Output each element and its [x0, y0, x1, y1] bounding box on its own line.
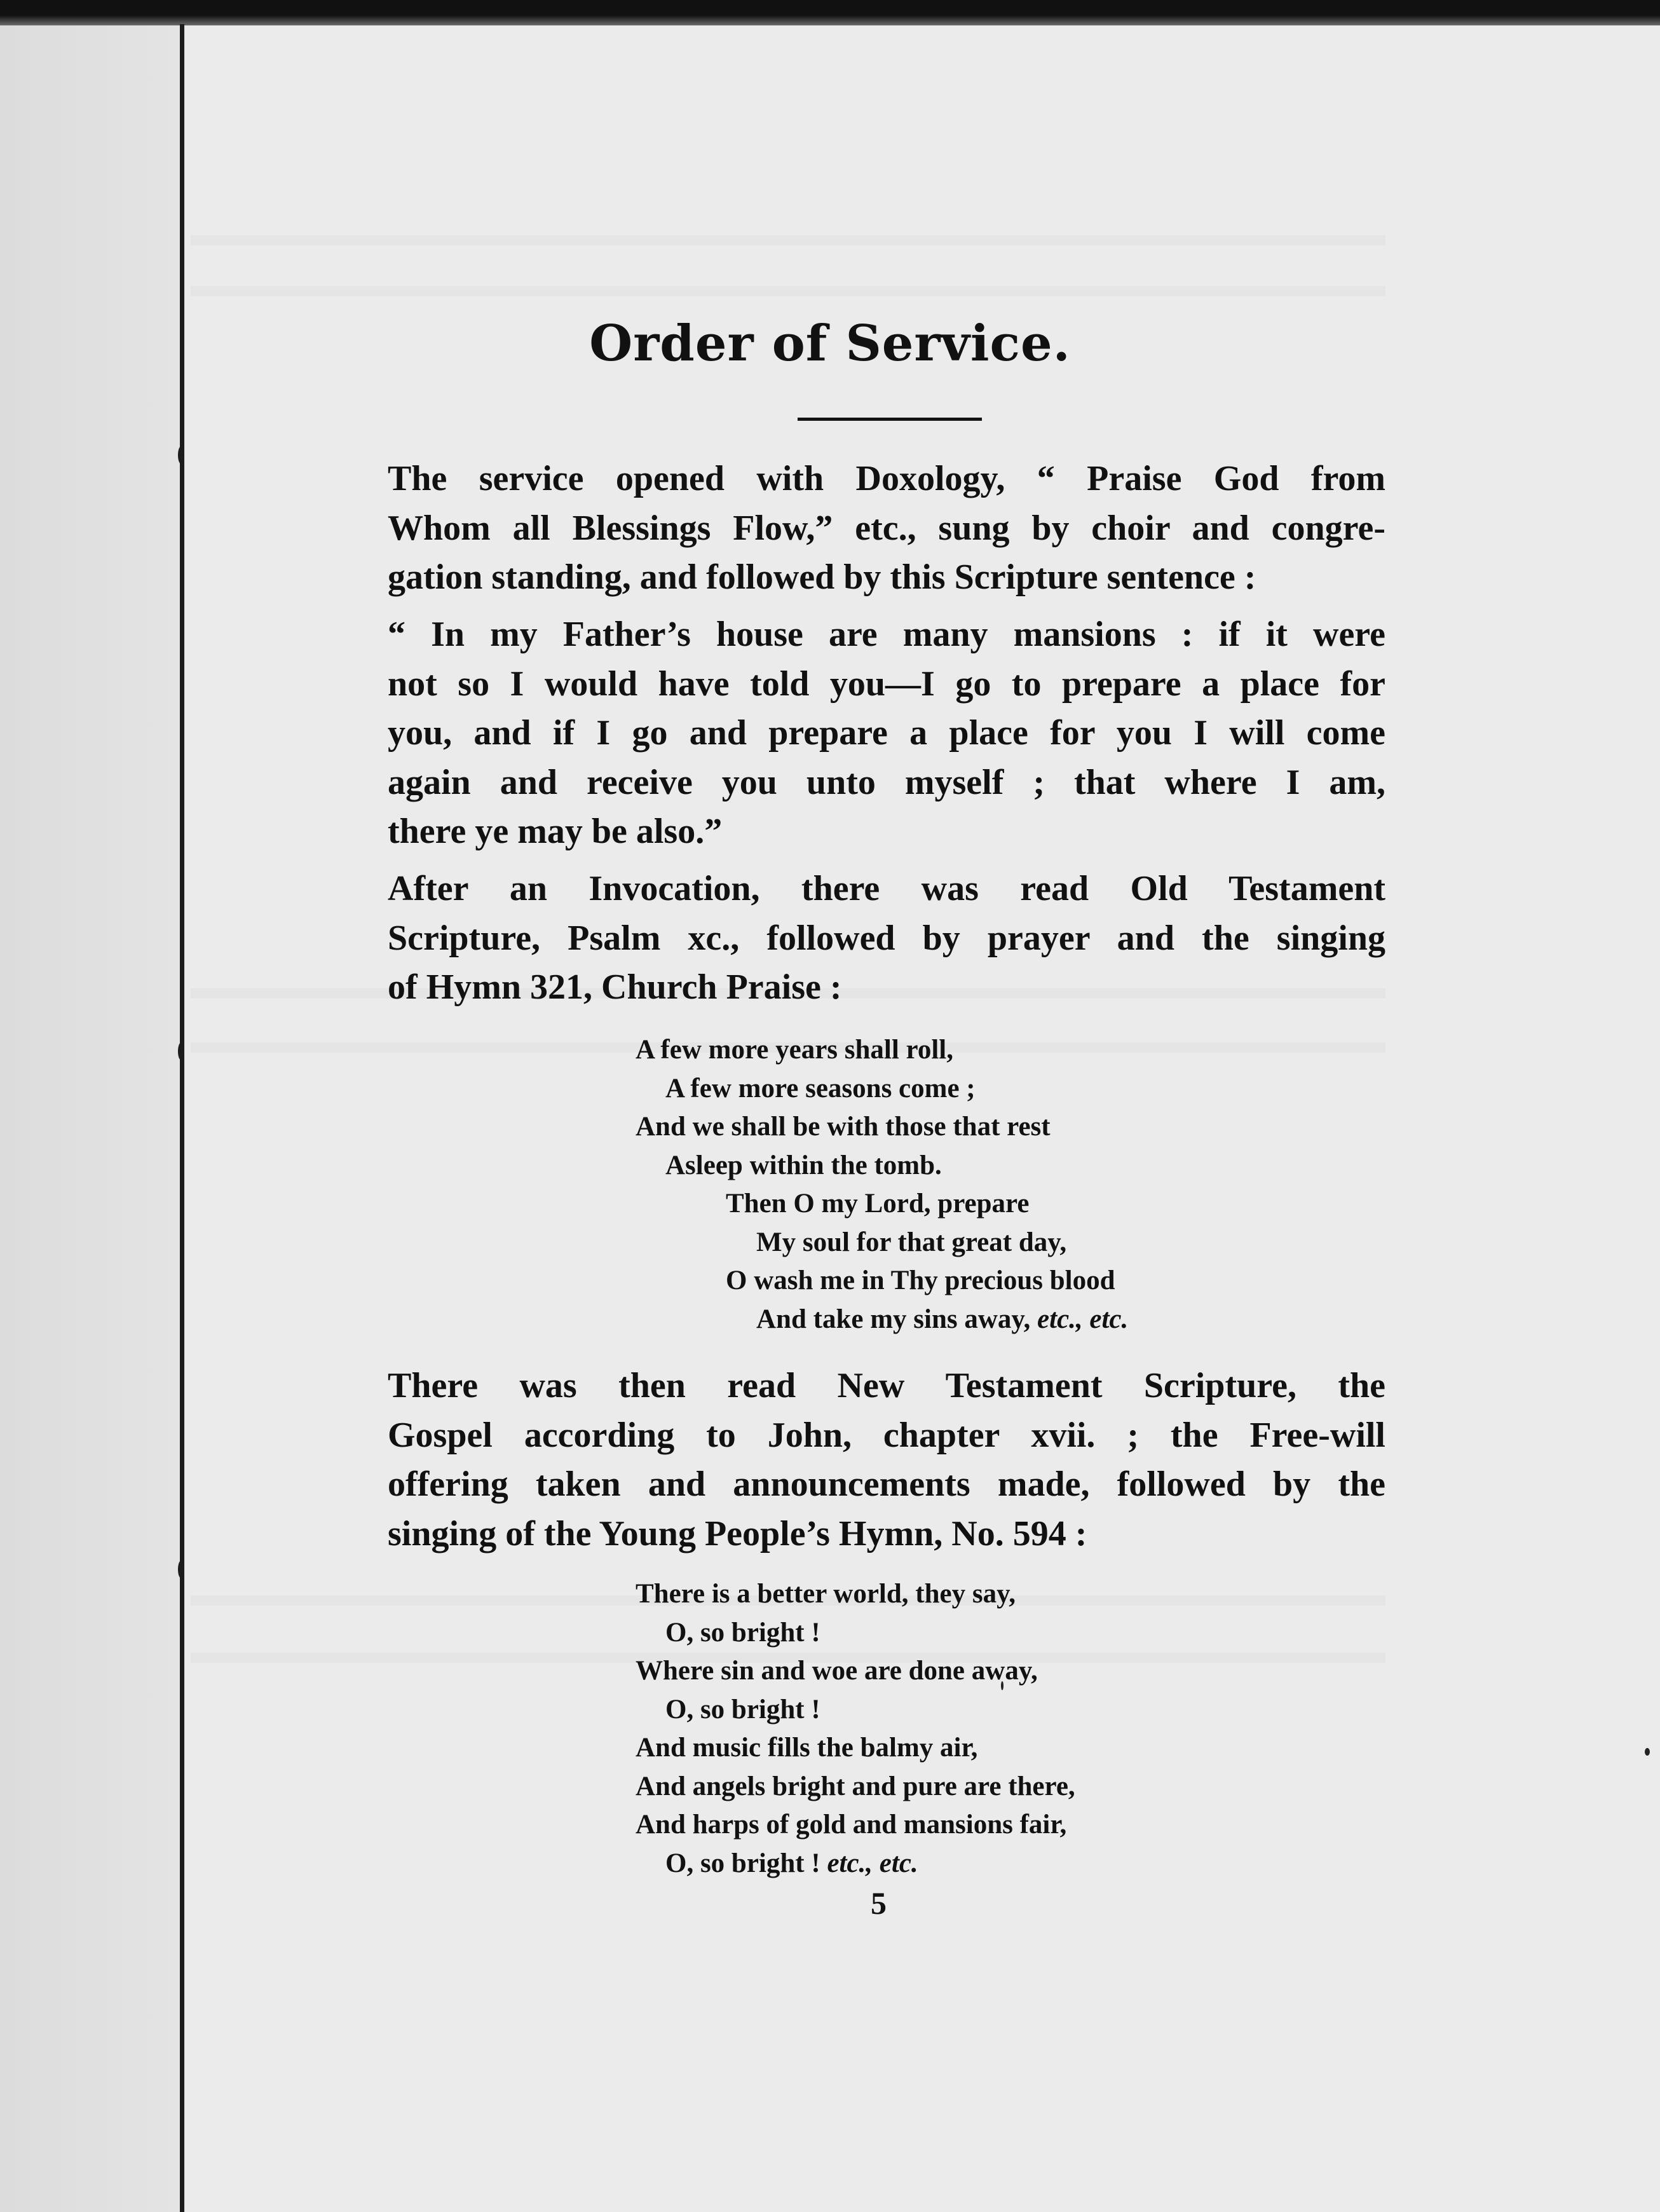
hymn-line: A few more seasons come ;	[665, 1073, 976, 1103]
hymn-etc: etc., etc.	[827, 1848, 918, 1878]
hymn-line: And harps of gold and mansions fair,	[636, 1810, 1067, 1840]
paragraph-invocation	[388, 864, 1385, 1013]
text-line: there ye may be also.”	[388, 812, 723, 851]
hymn-line: There is a better world, they say,	[636, 1579, 1016, 1609]
hymn-line	[636, 1301, 1128, 1339]
hymn-line: And music fills the balmy air,	[636, 1733, 978, 1763]
hymn-line-text: O, so bright !	[665, 1848, 820, 1878]
hymn-line: O wash me in Thy precious blood	[726, 1266, 1115, 1295]
hymn-etc: etc., etc.	[1037, 1304, 1129, 1334]
hymn-line: Asleep within the tomb.	[665, 1150, 942, 1180]
hymn-line: And angels bright and pure are there,	[636, 1771, 1075, 1801]
hymn-line: Where sin and woe are done away,	[636, 1656, 1038, 1686]
fold-notch	[178, 1042, 184, 1060]
text-line: Whom all Blessings Flow,” etc., sung by choir and congre-	[388, 508, 1385, 548]
hymn-line: My soul for that great day,	[756, 1227, 1067, 1257]
paragraph-new-testament	[388, 1362, 1385, 1559]
page-number: 5	[871, 1885, 887, 1921]
top-dark-edge	[0, 0, 1660, 25]
hymn-321-verse	[636, 1031, 1128, 1339]
fold-notch	[178, 1560, 184, 1578]
text-line: gation standing, and followed by this Scripture sentence :	[388, 557, 1256, 597]
hymn-line: A few more years shall roll,	[636, 1035, 954, 1065]
title-rule	[798, 418, 982, 421]
fold-notch	[178, 446, 184, 464]
hymn-line: And we shall be with those that rest	[636, 1112, 1051, 1142]
text-line: again and receive you unto myself ; that where I am,	[388, 762, 1385, 802]
text-line: singing of the Young People’s Hymn, No. 594 :	[388, 1513, 1087, 1553]
hymn-line: O, so bright !	[665, 1617, 820, 1648]
hymn-594-verse	[636, 1575, 1075, 1883]
hymn-line: Then O my Lord, prepare	[726, 1189, 1030, 1219]
text-line: offering taken and announcements made, followed by the	[388, 1464, 1385, 1504]
text-line: “ In my Father’s house are many mansions : if it were	[388, 615, 1385, 654]
text-line: Gospel according to John, chapter xvii. ; the Free-will	[388, 1415, 1385, 1455]
paragraph-scripture-sentence	[388, 610, 1385, 857]
bleed-through-line	[191, 235, 1385, 245]
text-line: The service opened with Doxology, “ Praise God from	[388, 459, 1385, 498]
text-line: of Hymn 321, Church Praise :	[388, 967, 842, 1007]
page-title: Order of Service.	[589, 315, 1071, 372]
bleed-through-line	[191, 286, 1385, 296]
text-line: you, and if I go and prepare a place for you I will come	[388, 713, 1385, 753]
text-line: Scripture, Psalm xc., followed by prayer and the singing	[388, 918, 1385, 958]
hymn-line	[636, 1845, 1075, 1883]
hymn-line-text: And take my sins away,	[756, 1304, 1031, 1334]
hymn-line: O, so bright !	[665, 1694, 820, 1724]
scan-speck	[1645, 1748, 1650, 1756]
text-line: not so I would have told you—I go to prepare a place for	[388, 664, 1385, 704]
paragraph-doxology	[388, 454, 1385, 603]
text-line: There was then read New Testament Scripture, the	[388, 1366, 1385, 1405]
text-line: After an Invocation, there was read Old Testament	[388, 869, 1385, 908]
